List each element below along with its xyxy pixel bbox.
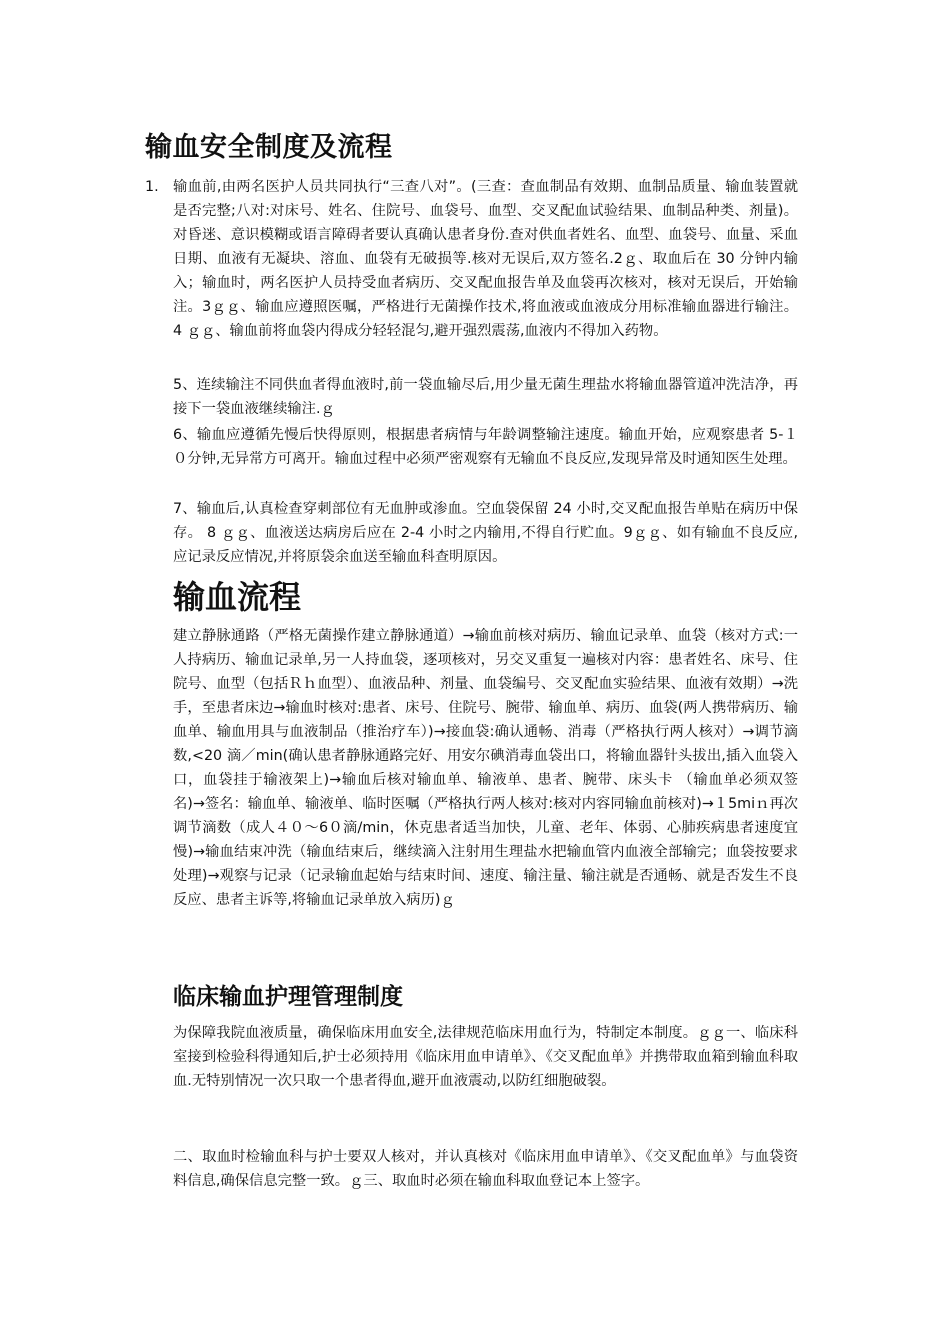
rules-heading: 临床输血护理管理制度 [173, 984, 403, 1010]
document-title: 输血安全制度及流程 [145, 132, 393, 163]
paragraph-4: 7、输血后,认真检查穿刺部位有无血肿或渗血。空血袋保留 24 小时,交叉配血报告单贴在病历中保存。 8 ｇｇ、血液送达病房后应在 2-4 小时之内输用,不得自行贮血。9ｇｇ、如有输血不良反应,应记录反应情况,并将原袋余血送至输血科查明原因。 [173, 501, 798, 565]
flow-paragraph: 建立静脉通路（严格无菌操作建立静脉通道）→输血前核对病历、输血记录单、血袋（核对方式:一人持病历、输血记录单,另一人持血袋，逐项核对，另交叉重复一遍核对内容：患者姓名、床号、住院号、血型（包括Ｒｈ血型）、血液品种、剂量、血袋编号、交叉配血实验结果、血液有效期）→洗手，至患者床边→输血时核对:患者、床号、住院号、腕带、输血单、病历、血袋(两人携带病历、输血单、输血用具与血液制品（推治疗车）)→接血袋:确认通畅、消毒（严格执行两人核对）→调节滴数,<20 滴／min(确认患者静脉通路完好、用安尔碘消毒血袋出口，将输血器针头拔出,插入血袋入口，血袋挂于输液架上)→输血后核对输血单、输液单、患者、腕带、床头卡 （输血单必须双签名)→签名：输血单、输液单、临时医嘱（严格执行两人核对:核对内容同输血前核对)→１5miｎ再次调节滴数（成人４０～6０滴/min，休克患者适当加快，儿童、老年、体弱、心肺疾病患者速度宜慢)→输血结束冲洗（输血结束后，继续滴入注射用生理盐水把输血管内血液全部输完；血袋按要求处理)→观察与记录（记录输血起始与结束时间、速度、输注量、输注就是否通畅、就是否发生不良反应、患者主诉等,将输血记录单放入病历)ｇ [173, 628, 798, 908]
list-number: 1. [145, 179, 159, 195]
flow-heading: 输血流程 [173, 578, 302, 616]
paragraph-1: 输血前,由两名医护人员共同执行“三查八对”。(三查：查血制品有效期、血制品质量、输血装置就是否完整;八对:对床号、姓名、住院号、血袋号、血型、交叉配血试验结果、血制品种类、剂量)。对昏迷、意识模糊或语言障碍者要认真确认患者身份.查对供血者姓名、血型、血袋号、血量、采血日期、血液有无凝块、溶血、血袋有无破损等.核对无误后,双方签名.2ｇ、取血后在 30 分钟内输入；输血时，两名医护人员持受血者病历、交叉配血报告单及血袋再次核对，核对无误后，开始输注。3ｇｇ、输血应遵照医嘱，严格进行无菌操作技术,将血液或血液成分用标准输血器进行输注。 4 ｇｇ、输血前将血袋内得成分轻轻混匀,避开强烈震荡,血液内不得加入药物。 [173, 179, 798, 339]
rules-paragraph-1: 为保障我院血液质量，确保临床用血安全,法律规范临床用血行为，特制定本制度。ｇｇ一、临床科室接到检验科得通知后,护士必须持用《临床用血申请单》、《交叉配血单》并携带取血箱到输血科取血.无特别情况一次只取一个患者得血,避开血液震动,以防红细胞破裂。 [173, 1025, 798, 1089]
rules-paragraph-2: 二、取血时检输血科与护士要双人核对，并认真核对《临床用血申请单》、《交叉配血单》与血袋资料信息,确保信息完整一致。ｇ三、取血时必须在输血科取血登记本上签字。 [173, 1149, 798, 1189]
paragraph-2: 5、连续输注不同供血者得血液时,前一袋血输尽后,用少量无菌生理盐水将输血器管道冲洗洁净，再接下一袋血液继续输注.ｇ [173, 377, 798, 417]
paragraph-3: 6、输血应遵循先慢后快得原则，根据患者病情与年龄调整输注速度。输血开始，应观察患者 5-１０分钟,无异常方可离开。输血过程中必须严密观察有无输血不良反应,发现异常及时通知医生处理。 [173, 427, 798, 467]
